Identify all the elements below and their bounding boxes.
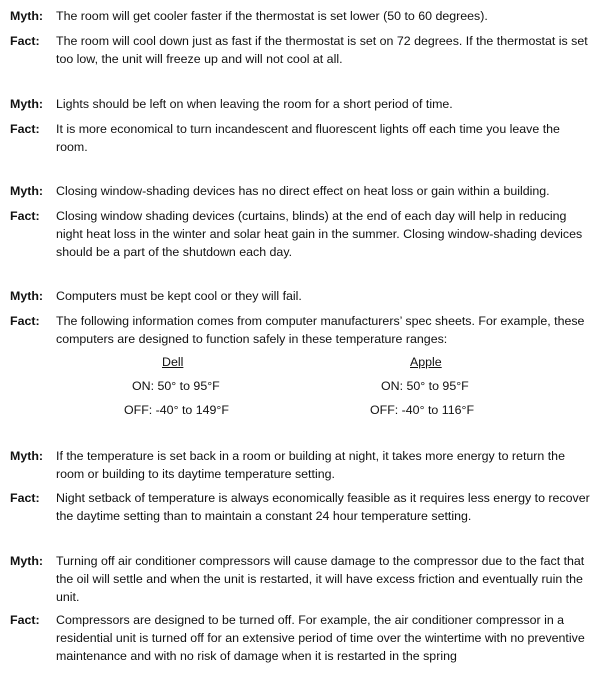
fact-text: Night setback of temperature is always economically feasible as it requires less energy to recover the daytime setting than to maintain a constant 24 hour temperature setting. — [56, 491, 590, 523]
fact-label: Fact: — [10, 314, 40, 328]
apple-off-range: OFF: -40° to 116°F — [370, 403, 475, 417]
fact-label: Fact: — [10, 491, 40, 505]
fact-row-3 — [0, 207, 591, 261]
fact-label: Fact: — [10, 122, 40, 136]
myth-text: Computers must be kept cool or they will fail. — [56, 289, 302, 303]
myth-row-5 — [0, 447, 591, 483]
myth-label: Myth: — [10, 184, 44, 198]
myth-label: Myth: — [10, 289, 44, 303]
fact-label: Fact: — [10, 613, 40, 627]
spec-on-row — [0, 377, 599, 395]
fact-row-2 — [0, 120, 591, 156]
fact-row-1 — [0, 32, 591, 68]
myth-row-3 — [0, 182, 591, 200]
fact-text: The room will cool down just as fast if the thermostat is set on 72 degrees. If the thermostat is set too low, the unit will freeze up and will not cool at all. — [56, 34, 588, 66]
myth-label: Myth: — [10, 554, 44, 568]
myth-text: If the temperature is set back in a room or building at night, it takes more energy to return the room or building to its daytime temperature setting. — [56, 449, 565, 481]
dell-off-range: OFF: -40° to 149°F — [124, 403, 229, 417]
fact-text: Compressors are designed to be turned off. For example, the air conditioner compressor in a residential unit is turned off for an extensive period of time over the wintertime with no preventive maintenance and with no risk of damage when it is restarted in the spring — [56, 613, 585, 663]
fact-text: It is more economical to turn incandescent and fluorescent lights off each time you leave the room. — [56, 122, 560, 154]
spec-header-row — [0, 353, 599, 371]
myth-row-2 — [0, 95, 591, 113]
fact-row-5 — [0, 489, 591, 525]
myth-text: The room will get cooler faster if the thermostat is set lower (50 to 60 degrees). — [56, 9, 488, 23]
myth-text: Lights should be left on when leaving the room for a short period of time. — [56, 97, 453, 111]
fact-row-6 — [0, 611, 591, 665]
dell-heading: Dell — [162, 355, 184, 369]
dell-on-range: ON: 50° to 95°F — [132, 379, 220, 393]
myth-row-6 — [0, 552, 591, 606]
fact-label: Fact: — [10, 34, 40, 48]
fact-text: Closing window shading devices (curtains, blinds) at the end of each day will help in reducing night heat loss in the winter and solar heat gain in the summer. Closing window-shading devices should be a part of the shutdown each day. — [56, 209, 583, 259]
myth-row-4 — [0, 287, 591, 305]
fact-row-4 — [0, 312, 591, 348]
myth-text: Turning off air conditioner compressors will cause damage to the compressor due to the fact that the oil will settle and when the unit is restarted, it will have excess friction and eventually ruin the unit. — [56, 554, 585, 604]
myth-label: Myth: — [10, 97, 44, 111]
myth-row-1 — [0, 7, 591, 25]
apple-on-range: ON: 50° to 95°F — [381, 379, 469, 393]
myth-text: Closing window-shading devices has no direct effect on heat loss or gain within a building. — [56, 184, 550, 198]
spec-off-row — [0, 401, 599, 419]
myth-label: Myth: — [10, 449, 44, 463]
fact-label: Fact: — [10, 209, 40, 223]
apple-heading: Apple — [410, 355, 442, 369]
myth-label: Myth: — [10, 9, 44, 23]
fact-text: The following information comes from computer manufacturers’ spec sheets. For example, these computers are designed to function safely in these temperature ranges: — [56, 314, 585, 346]
